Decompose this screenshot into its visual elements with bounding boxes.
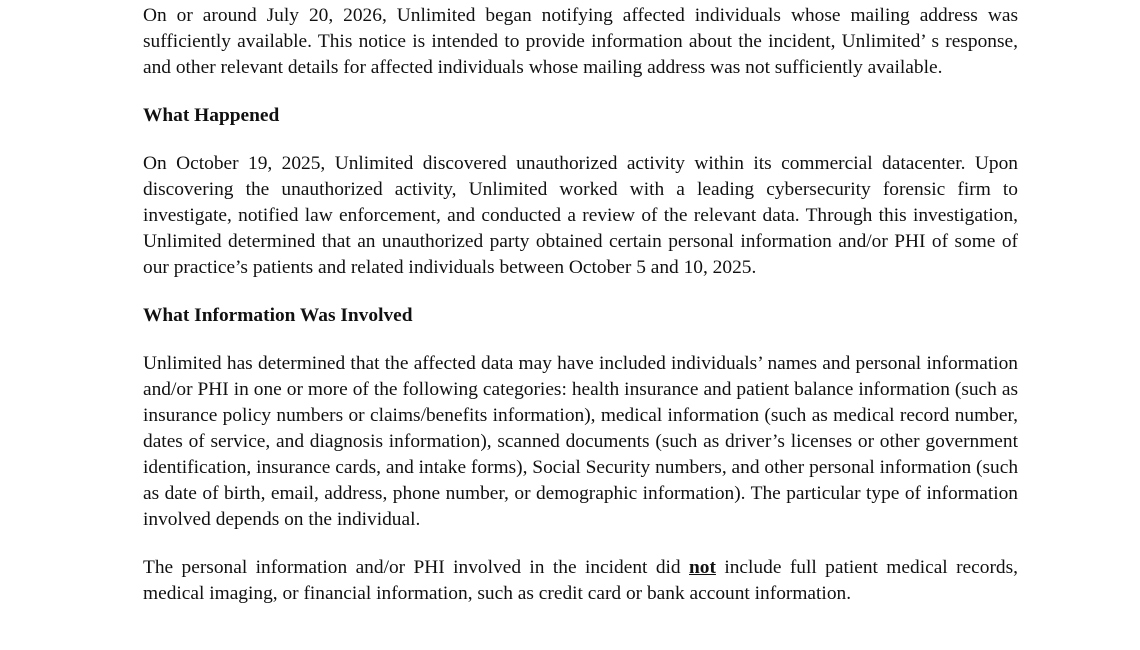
what-information-paragraph: Unlimited has determined that the affected data may have included individuals’ names and personal information and/or PHI in one or more of the following categories: health insurance and patient balance information (such as insurance policy numbers or claims/benefits information), medical information (such as medical record number, dates of service, and diagnosis information), scanned documents (such as driver’s licenses or other government identification, insurance cards, and intake forms), Social Security numbers, and other personal information (such as date of birth, email, address, phone number, or demographic information). The particular type of information involved depends on the individual. bbox=[143, 353, 1019, 530]
what-happened-heading: What Happened bbox=[143, 105, 280, 126]
what-happened-paragraph: On October 19, 2025, Unlimited discovered unauthorized activity within its commercial datacenter. Upon discovering the unauthorized activity, Unlimited worked with a leading cybersecurity forensic firm to investigate, notified law enforcement, and conducted a review of the relevant data. Through this investigation, Unlimited determined that an unauthorized party obtained certain personal information and/or PHI of some of our practice’s patients and related individuals between October 5 and 10, 2025. bbox=[143, 153, 1018, 278]
what-information-heading: What Information Was Involved bbox=[143, 305, 413, 326]
not-included-paragraph bbox=[143, 555, 1018, 607]
not-included-text-before: The personal information and/or PHI involved in the incident did bbox=[143, 557, 690, 578]
intro-paragraph: On or around July 20, 2026, Unlimited began notifying affected individuals whose mailing address was sufficiently available. This notice is intended to provide information about the incident, Unlimited’ s response, and other relevant details for affected individuals whose mailing address was not sufficiently available. bbox=[143, 5, 1018, 78]
not-emphasis: not bbox=[689, 557, 716, 578]
not-included-text-after: include full patient medical records, medical imaging, or financial information, such as credit card or bank account information. bbox=[143, 557, 1018, 604]
notice-document bbox=[143, 3, 1018, 629]
